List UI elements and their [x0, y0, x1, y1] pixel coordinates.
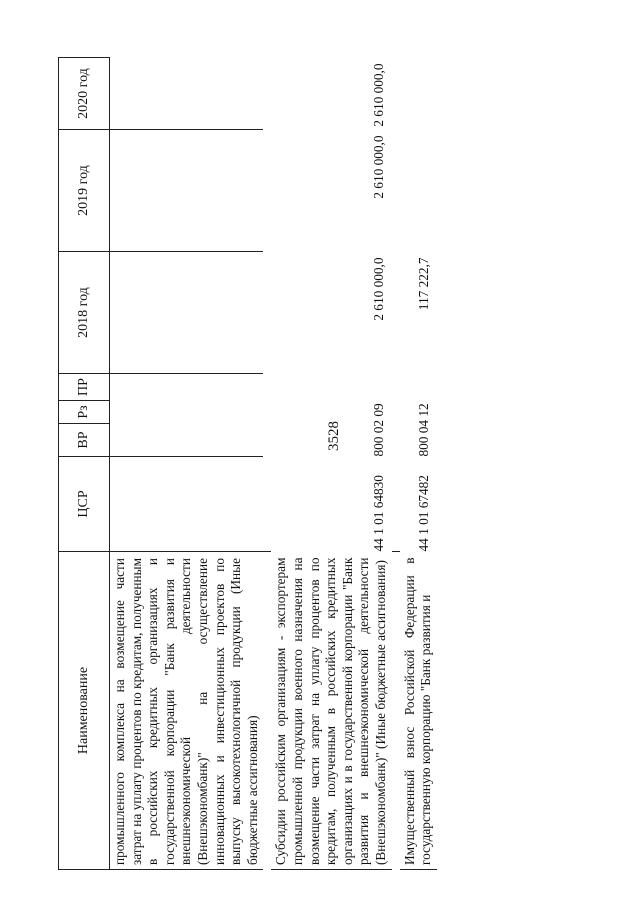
row-2018: 2 610 000,0 — [370, 257, 386, 321]
page-number: 3528 — [326, 421, 342, 451]
header-2019: 2019 год — [59, 130, 110, 252]
table-row — [400, 58, 437, 870]
row-vr-rz-pr: 800 02 09 — [370, 403, 386, 457]
row-csr: 44 1 01 67482 — [416, 475, 432, 552]
table-row — [110, 58, 264, 870]
budget-table — [58, 57, 437, 870]
header-2018: 2018 год — [59, 252, 110, 374]
row-2019 — [400, 130, 437, 252]
row-vr-rz-pr: 800 04 12 — [416, 403, 432, 457]
header-pr: ПР — [59, 374, 110, 401]
header-rz: Рз — [59, 401, 110, 424]
row-2020: 2 610 000,0 — [370, 63, 386, 127]
row-name: Субсидии российским организациям - экспортерам промышленной продукции военного назначения на возмещение части затрат на уплату процентов по кредитам, полученным в российских кредитных организациях и в государственной корпорации "Банк развития и внешнеэкономической деятельности (Внешэкономбанк)" (Иные бюджетные ассигнования) — [271, 552, 391, 870]
table-header-row — [59, 58, 110, 870]
row-2019: 2 610 000,0 — [370, 135, 386, 199]
row-gap — [263, 58, 271, 870]
row-2020 — [400, 58, 437, 130]
row-gap — [392, 58, 400, 870]
header-2020: 2020 год — [59, 58, 110, 130]
row-2018 — [110, 252, 264, 374]
row-csr — [110, 457, 264, 552]
row-csr: 44 1 01 64830 — [370, 475, 386, 552]
table-row — [271, 58, 391, 870]
header-name: Наименование — [59, 552, 110, 870]
header-csr: ЦСР — [59, 457, 110, 552]
row-2020 — [110, 58, 264, 130]
row-name: Имущественный взнос Российской Федерации в государственную корпорацию "Банк развития и — [400, 552, 437, 870]
row-2018: 117 222,7 — [416, 257, 432, 311]
header-vr: ВР — [59, 424, 110, 457]
row-2019 — [110, 130, 264, 252]
row-name: промышленного комплекса на возмещение части затрат на уплату процентов по кредитам, полученным в российских кредитных организациях и государственной корпорации "Банк развития и внешнеэкономической деятельности (Внешэкономбанк)" на осуществление инновационных и инвестиционных проектов по выпуску высокотехнологичной продукции (Иные бюджетные ассигнования) — [110, 552, 264, 870]
rotated-table-container — [58, 58, 610, 870]
row-vr-rz-pr — [110, 374, 264, 457]
